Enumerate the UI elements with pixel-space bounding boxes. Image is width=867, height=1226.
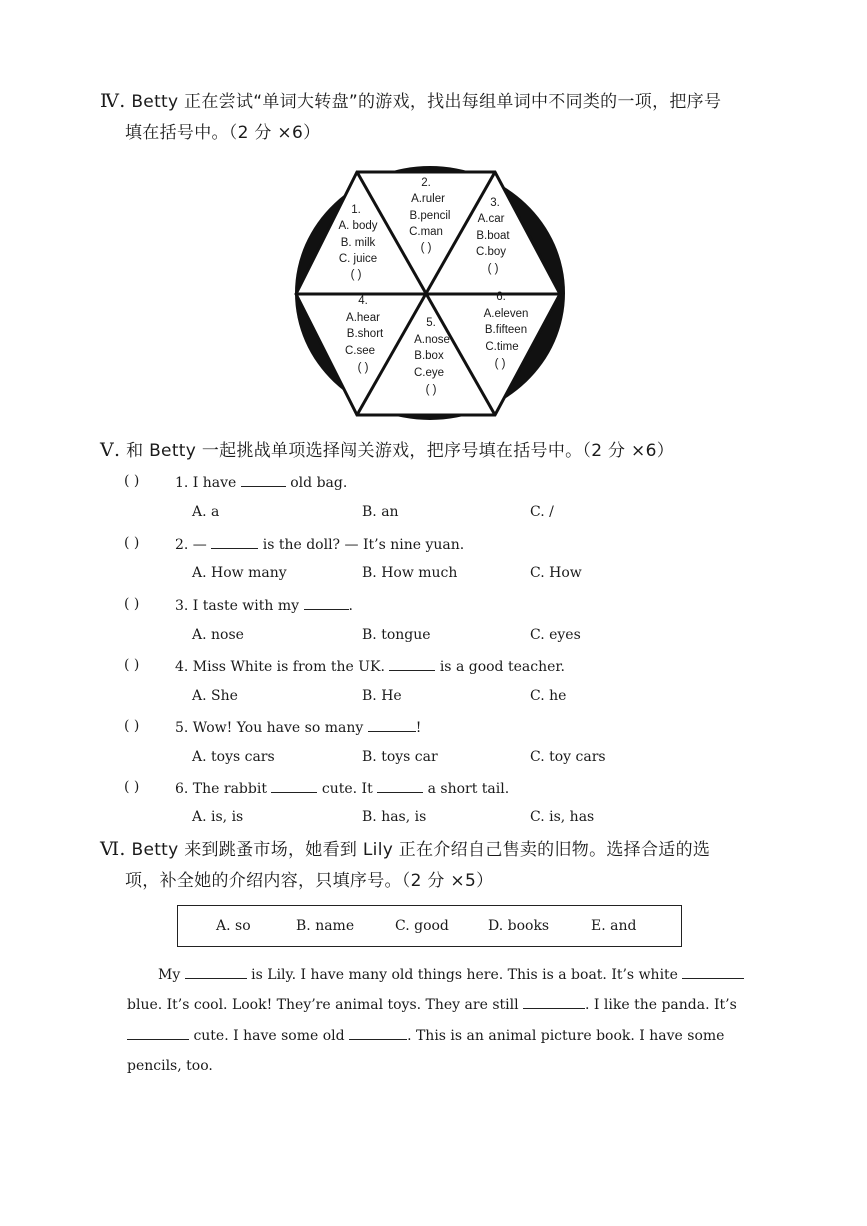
q1-option-b[interactable]: B. an <box>362 504 399 520</box>
q4-option-c[interactable]: C. he <box>530 688 567 704</box>
word-bank-d: D. books <box>488 918 550 934</box>
group4-option-a: A.hear <box>346 312 380 324</box>
section6-instruction-line2: 项，补全她的介绍内容，只填序号。（2 分 ×5） <box>125 871 494 891</box>
group5-option-c: C.eye <box>413 367 445 379</box>
passage-text: cute. I have some old <box>189 1028 350 1044</box>
group5-number: 5. <box>426 317 436 329</box>
q2-option-a[interactable]: A. How many <box>192 565 287 581</box>
section4-instruction-line1: Betty 正在尝试“单词大转盘”的游戏，找出每组单词中不同类的一项，把序号 <box>131 92 722 112</box>
section4-heading <box>100 86 760 118</box>
passage-line-4: pencils, too. <box>127 1058 213 1074</box>
group6-number: 6. <box>496 291 506 303</box>
group3-number: 3. <box>490 197 500 209</box>
group1-number: 1. <box>351 204 361 216</box>
passage-blank-1[interactable] <box>185 964 247 979</box>
passage-blank-2[interactable] <box>682 964 744 979</box>
word-bank-c: C. good <box>395 918 449 934</box>
q3-stem-pre: 3. I taste with my <box>175 598 304 614</box>
q4-stem-post: is a good teacher. <box>435 659 565 675</box>
q4-blank[interactable] <box>389 656 435 671</box>
q6-option-a[interactable]: A. is, is <box>192 809 244 825</box>
section4-number: Ⅳ. <box>100 90 126 112</box>
passage-text: is Lily. I have many old things here. This is a boat. It’s white <box>246 967 683 983</box>
q5-stem-post: ! <box>415 720 422 736</box>
group2-option-b: B.pencil <box>409 210 451 222</box>
group1-option-b: B. milk <box>340 237 376 249</box>
q5-stem-pre: 5. Wow! You have so many <box>175 720 368 736</box>
group6-option-c: C.time <box>485 341 519 353</box>
group2-answer-paren[interactable]: ( ) <box>420 242 432 254</box>
q6-stem <box>175 778 509 798</box>
section6-instruction-line1: Betty 来到跳蚤市场，她看到 Lily 正在介绍自己售卖的旧物。选择合适的选 <box>131 840 711 860</box>
group1-option-a: A. body <box>338 220 378 232</box>
q2-blank[interactable] <box>211 534 258 549</box>
group6-option-b: B.fifteen <box>484 324 528 336</box>
passage-line-3 <box>127 1025 727 1046</box>
group3-option-c: C.boy <box>475 246 507 258</box>
q6-stem-pre: 6. The rabbit <box>175 781 272 797</box>
word-bank <box>177 905 682 947</box>
q1-option-a[interactable]: A. a <box>192 504 220 520</box>
word-bank-a: A. so <box>216 918 251 934</box>
group6-answer-paren[interactable]: ( ) <box>494 358 506 370</box>
section4-instruction-line2: 填在括号中。（2 分 ×6） <box>125 123 321 143</box>
section6-number: Ⅵ. <box>100 838 126 860</box>
word-wheel <box>292 165 568 427</box>
group4-number: 4. <box>358 295 368 307</box>
section5-instruction: 和 Betty 一起挑战单项选择闯关游戏，把序号填在括号中。（2 分 ×6） <box>126 441 674 461</box>
q3-stem-post: . <box>348 598 353 614</box>
q4-answer-paren[interactable]: ( ) <box>124 657 140 673</box>
q6-option-c[interactable]: C. is, has <box>530 809 595 825</box>
q3-option-b[interactable]: B. tongue <box>362 627 431 643</box>
group6-option-a: A.eleven <box>483 308 529 320</box>
passage-blank-4[interactable] <box>127 1025 189 1040</box>
q1-stem-pre: 1. I have <box>175 475 241 491</box>
q6-blank-1[interactable] <box>271 778 317 793</box>
q3-option-a[interactable]: A. nose <box>192 627 244 643</box>
q3-blank[interactable] <box>304 595 349 610</box>
word-bank-b: B. name <box>296 918 355 934</box>
passage-text: . I like the panda. It’s <box>585 997 737 1013</box>
q6-stem-mid: cute. It <box>317 781 378 797</box>
q1-stem-post: old bag. <box>285 475 348 491</box>
group5-option-a: A.nose <box>414 334 450 346</box>
group3-answer-paren[interactable]: ( ) <box>487 263 499 275</box>
passage-line-2 <box>127 994 737 1015</box>
passage-text: . This is an animal picture book. I have some <box>407 1028 725 1044</box>
group2-option-c: C.man <box>409 226 443 238</box>
q5-stem <box>175 717 421 737</box>
q2-stem-post: is the doll? — It’s nine yuan. <box>258 537 465 553</box>
q2-stem-pre: 2. — <box>175 537 212 553</box>
q4-stem <box>175 656 565 676</box>
section5-number: Ⅴ. <box>100 439 121 461</box>
q6-blank-2[interactable] <box>377 778 423 793</box>
q6-option-b[interactable]: B. has, is <box>362 809 427 825</box>
q2-stem <box>175 534 464 554</box>
section5-heading <box>100 435 760 467</box>
q3-stem <box>175 595 353 615</box>
word-bank-e: E. and <box>591 918 637 934</box>
group3-option-a: A.car <box>477 213 505 225</box>
group1-option-c: C. juice <box>338 253 378 265</box>
q3-answer-paren[interactable]: ( ) <box>124 596 140 612</box>
q4-option-a[interactable]: A. She <box>192 688 238 704</box>
q6-answer-paren[interactable]: ( ) <box>124 779 140 795</box>
passage-line-1 <box>158 964 728 985</box>
passage-blank-5[interactable] <box>349 1025 407 1040</box>
group1-answer-paren[interactable]: ( ) <box>350 269 362 281</box>
section6-heading <box>100 834 760 866</box>
q1-blank[interactable] <box>241 472 286 487</box>
group3-option-b: B.boat <box>476 230 510 242</box>
passage-text: My <box>158 967 185 983</box>
passage-blank-3[interactable] <box>523 994 585 1009</box>
q3-option-c[interactable]: C. eyes <box>530 627 581 643</box>
q4-stem-pre: 4. Miss White is from the UK. <box>175 659 390 675</box>
q5-answer-paren[interactable]: ( ) <box>124 718 140 734</box>
q1-stem <box>175 472 347 492</box>
q2-option-c[interactable]: C. How <box>530 565 582 581</box>
q2-option-b[interactable]: B. How much <box>362 565 458 581</box>
group2-number: 2. <box>421 177 431 189</box>
q1-answer-paren[interactable]: ( ) <box>124 473 140 489</box>
group4-answer-paren[interactable]: ( ) <box>357 362 369 374</box>
group4-option-c: C.see <box>344 345 376 357</box>
q4-option-b[interactable]: B. He <box>362 688 402 704</box>
q6-stem-post: a short tail. <box>423 781 510 797</box>
group5-answer-paren[interactable]: ( ) <box>425 384 437 396</box>
q5-blank[interactable] <box>368 717 416 732</box>
group5-option-b: B.box <box>414 350 444 362</box>
q5-option-c[interactable]: C. toy cars <box>530 749 606 765</box>
q5-option-a[interactable]: A. toys cars <box>192 749 275 765</box>
q1-option-c[interactable]: C. / <box>530 504 554 520</box>
group2-option-a: A.ruler <box>411 193 445 205</box>
q2-answer-paren[interactable]: ( ) <box>124 535 140 551</box>
passage-text: blue. It’s cool. Look! They’re animal toys. They are still <box>127 997 524 1013</box>
q5-option-b[interactable]: B. toys car <box>362 749 438 765</box>
group4-option-b: B.short <box>346 328 384 340</box>
